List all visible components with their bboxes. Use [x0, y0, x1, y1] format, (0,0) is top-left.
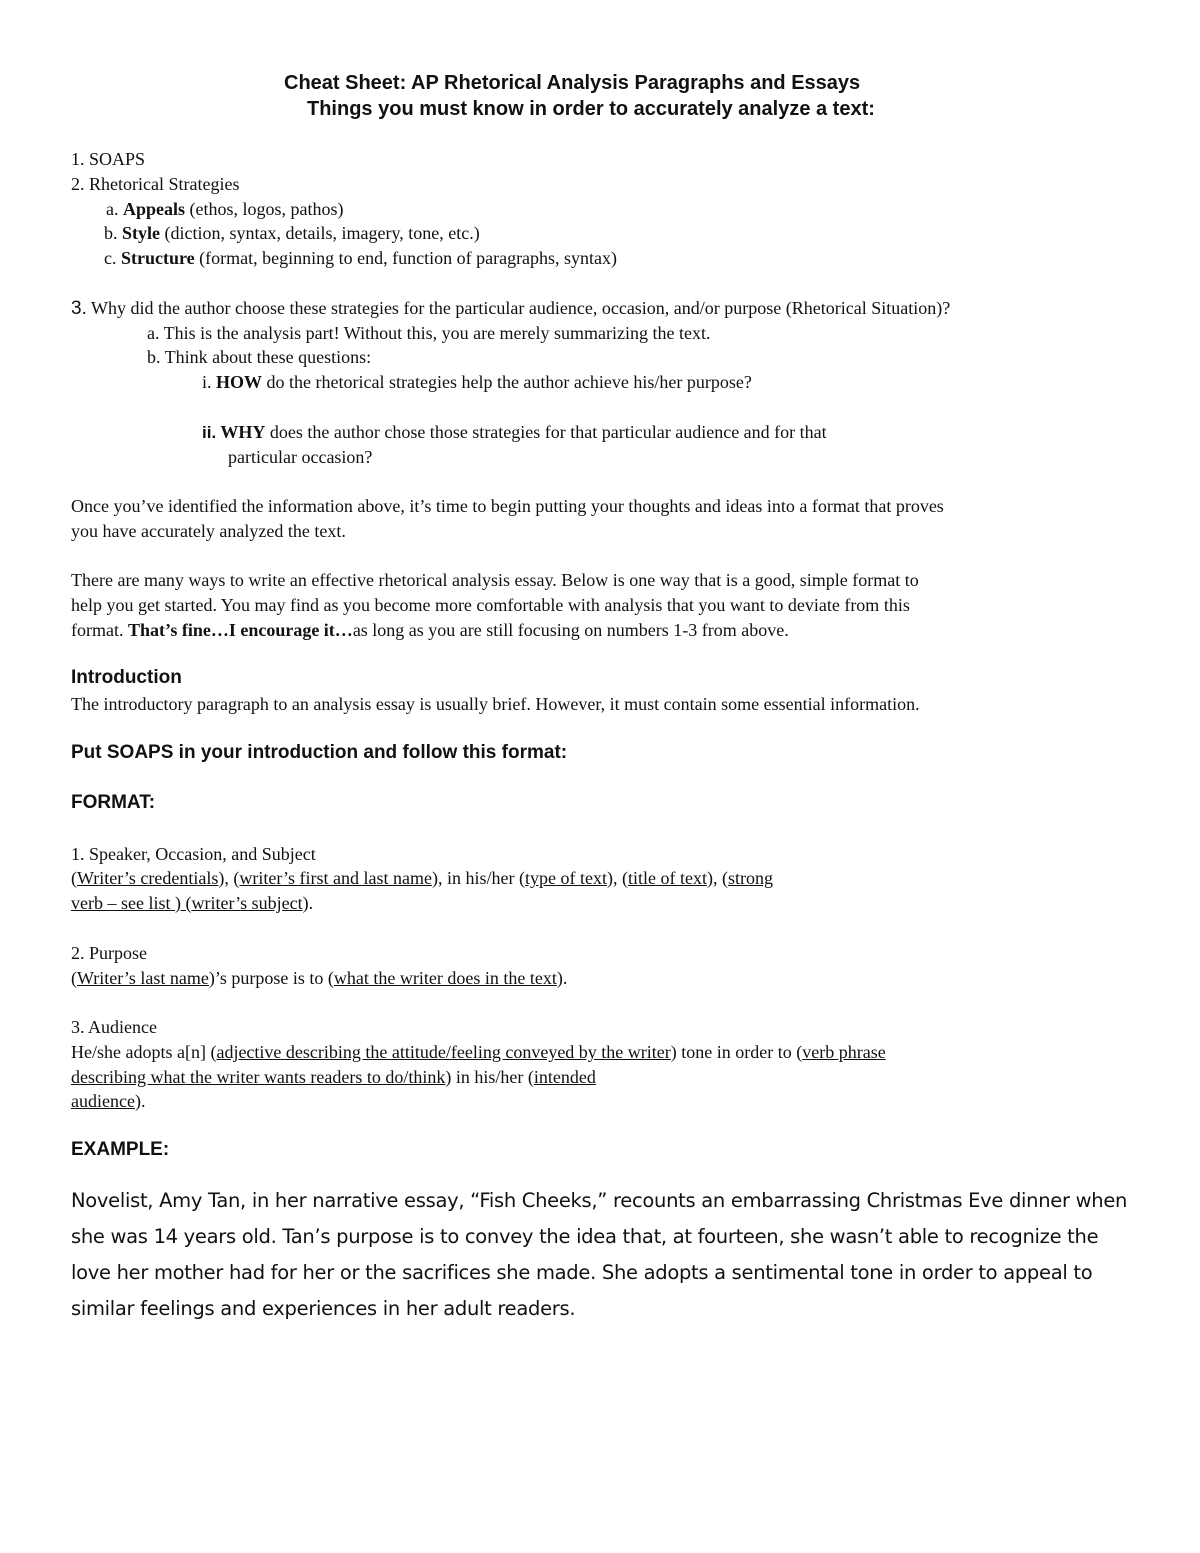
format-heading: FORMAT:: [71, 792, 156, 813]
format-item-label: 2. Purpose: [71, 943, 147, 963]
question-text: does the author chose those strategies for that particular audience and for that: [265, 422, 827, 442]
paragraph-line: There are many ways to write an effective rhetorical analysis essay. Below is one way that is a good, simple format to: [71, 570, 919, 590]
subitem-prefix: a.: [106, 199, 123, 219]
format-item-label: 1. Speaker, Occasion, and Subject: [71, 844, 316, 864]
list-subitem-appeals: [106, 197, 344, 221]
subitem-detail: (diction, syntax, details, imagery, tone, etc.): [160, 223, 480, 243]
document-title: Cheat Sheet: AP Rhetorical Analysis Paragraphs and Essays: [284, 72, 861, 94]
placeholder-text: describing what the writer wants readers to do/think: [71, 1067, 446, 1087]
placeholder-text: intended: [533, 1067, 596, 1087]
subitem-term: Appeals: [123, 199, 186, 219]
list-number: 3.: [71, 298, 87, 319]
example-line: love her mother had for her or the sacrifices she made. She adopts a sentimental tone in order to appeal to: [71, 1261, 1093, 1284]
list-item-why: [71, 296, 950, 321]
placeholder-text: what the writer does in the text: [333, 968, 557, 988]
text-run: as long as you are still focusing on numbers 1-3 from above.: [352, 620, 789, 640]
placeholder-text: verb – see list ) (writer’s subject: [71, 893, 303, 913]
subitem-detail: (format, beginning to end, function of paragraphs, syntax): [194, 248, 618, 268]
text-run: ).: [556, 968, 568, 988]
example-line: she was 14 years old. Tan’s purpose is to convey the idea that, at fourteen, she wasn’t able to recognize the: [71, 1225, 1099, 1248]
paragraph-line: Once you’ve identified the information above, it’s time to begin putting your thoughts and ideas into a format that proves: [71, 496, 944, 516]
list-subitem-structure: [104, 246, 617, 270]
format-item-label: 3. Audience: [71, 1017, 157, 1037]
text-run: ), (: [606, 868, 628, 888]
placeholder-text: strong: [727, 868, 773, 888]
subitem-term: Structure: [121, 248, 195, 268]
paragraph-line: you have accurately analyzed the text.: [71, 521, 346, 541]
text-run: (: [71, 968, 77, 988]
list-item-rhetorical-strategies: 2. Rhetorical Strategies: [71, 174, 240, 194]
format-template-line: [71, 1065, 596, 1089]
list-item-text: Why did the author choose these strategies for the particular audience, occasion, and/or purpose (Rhetorical Situation)?: [86, 298, 951, 318]
text-run: (: [71, 868, 77, 888]
placeholder-text: adjective describing the attitude/feeling conveyed by the writer: [216, 1042, 671, 1062]
question-prefix: ii.: [202, 423, 217, 442]
text-run: ), (: [218, 868, 240, 888]
list-subitem-questions: b. Think about these questions:: [147, 347, 372, 367]
list-subitem-analysis: a. This is the analysis part! Without this, you are merely summarizing the text.: [147, 323, 711, 343]
example-line: Novelist, Amy Tan, in her narrative essay, “Fish Cheeks,” recounts an embarrassing Christmas Eve dinner when: [71, 1189, 1128, 1212]
paragraph-line: help you get started. You may find as you become more comfortable with analysis that you want to deviate from this: [71, 595, 910, 615]
text-run: ).: [134, 1091, 146, 1111]
question-why-continued: particular occasion?: [228, 447, 373, 467]
put-soaps-heading: Put SOAPS in your introduction and follow this format:: [71, 742, 568, 763]
introduction-text: The introductory paragraph to an analysis essay is usually brief. However, it must contain some essential information.: [71, 694, 920, 714]
subitem-detail: (ethos, logos, pathos): [185, 199, 344, 219]
placeholder-text: verb phrase: [802, 1042, 886, 1062]
text-run: ) tone in order to (: [670, 1042, 803, 1062]
format-template-line: [71, 891, 313, 915]
placeholder-text: title of text: [627, 868, 707, 888]
list-item-soaps: 1. SOAPS: [71, 149, 146, 169]
question-term: HOW: [216, 372, 263, 392]
text-run: ), (: [706, 868, 728, 888]
format-template-line: [71, 866, 773, 890]
subitem-prefix: c.: [104, 248, 121, 268]
text-run: ), in his/her (: [432, 868, 525, 888]
subitem-prefix: b.: [104, 223, 122, 243]
example-heading: EXAMPLE:: [71, 1139, 170, 1160]
question-how: [202, 370, 752, 394]
format-template-line: [71, 1089, 145, 1113]
text-run: ) in his/her (: [445, 1067, 534, 1087]
text-run: ).: [302, 893, 314, 913]
example-line: similar feelings and experiences in her adult readers.: [71, 1297, 576, 1320]
question-prefix: i.: [202, 372, 217, 392]
format-template-line: [71, 1040, 886, 1064]
paragraph-line: [71, 618, 789, 642]
text-run: He/she adopts a[n] (: [71, 1042, 217, 1062]
subitem-term: Style: [122, 223, 160, 243]
emphasis-text: That’s fine…I encourage it…: [127, 620, 353, 640]
introduction-heading: Introduction: [71, 667, 182, 688]
question-why: [202, 420, 827, 445]
placeholder-text: Writer’s last name: [77, 968, 209, 988]
document-subtitle: Things you must know in order to accurately analyze a text:: [307, 98, 875, 120]
question-text: do the rhetorical strategies help the author achieve his/her purpose?: [262, 372, 752, 392]
text-run: format.: [71, 620, 128, 640]
list-subitem-style: [104, 221, 480, 245]
placeholder-text: audience: [71, 1091, 135, 1111]
placeholder-text: writer’s first and last name: [239, 868, 433, 888]
text-run: )’s purpose is to (: [208, 968, 334, 988]
placeholder-text: type of text: [525, 868, 607, 888]
placeholder-text: Writer’s credentials: [77, 868, 219, 888]
format-template-line: [71, 966, 567, 990]
question-term: WHY: [216, 422, 266, 442]
